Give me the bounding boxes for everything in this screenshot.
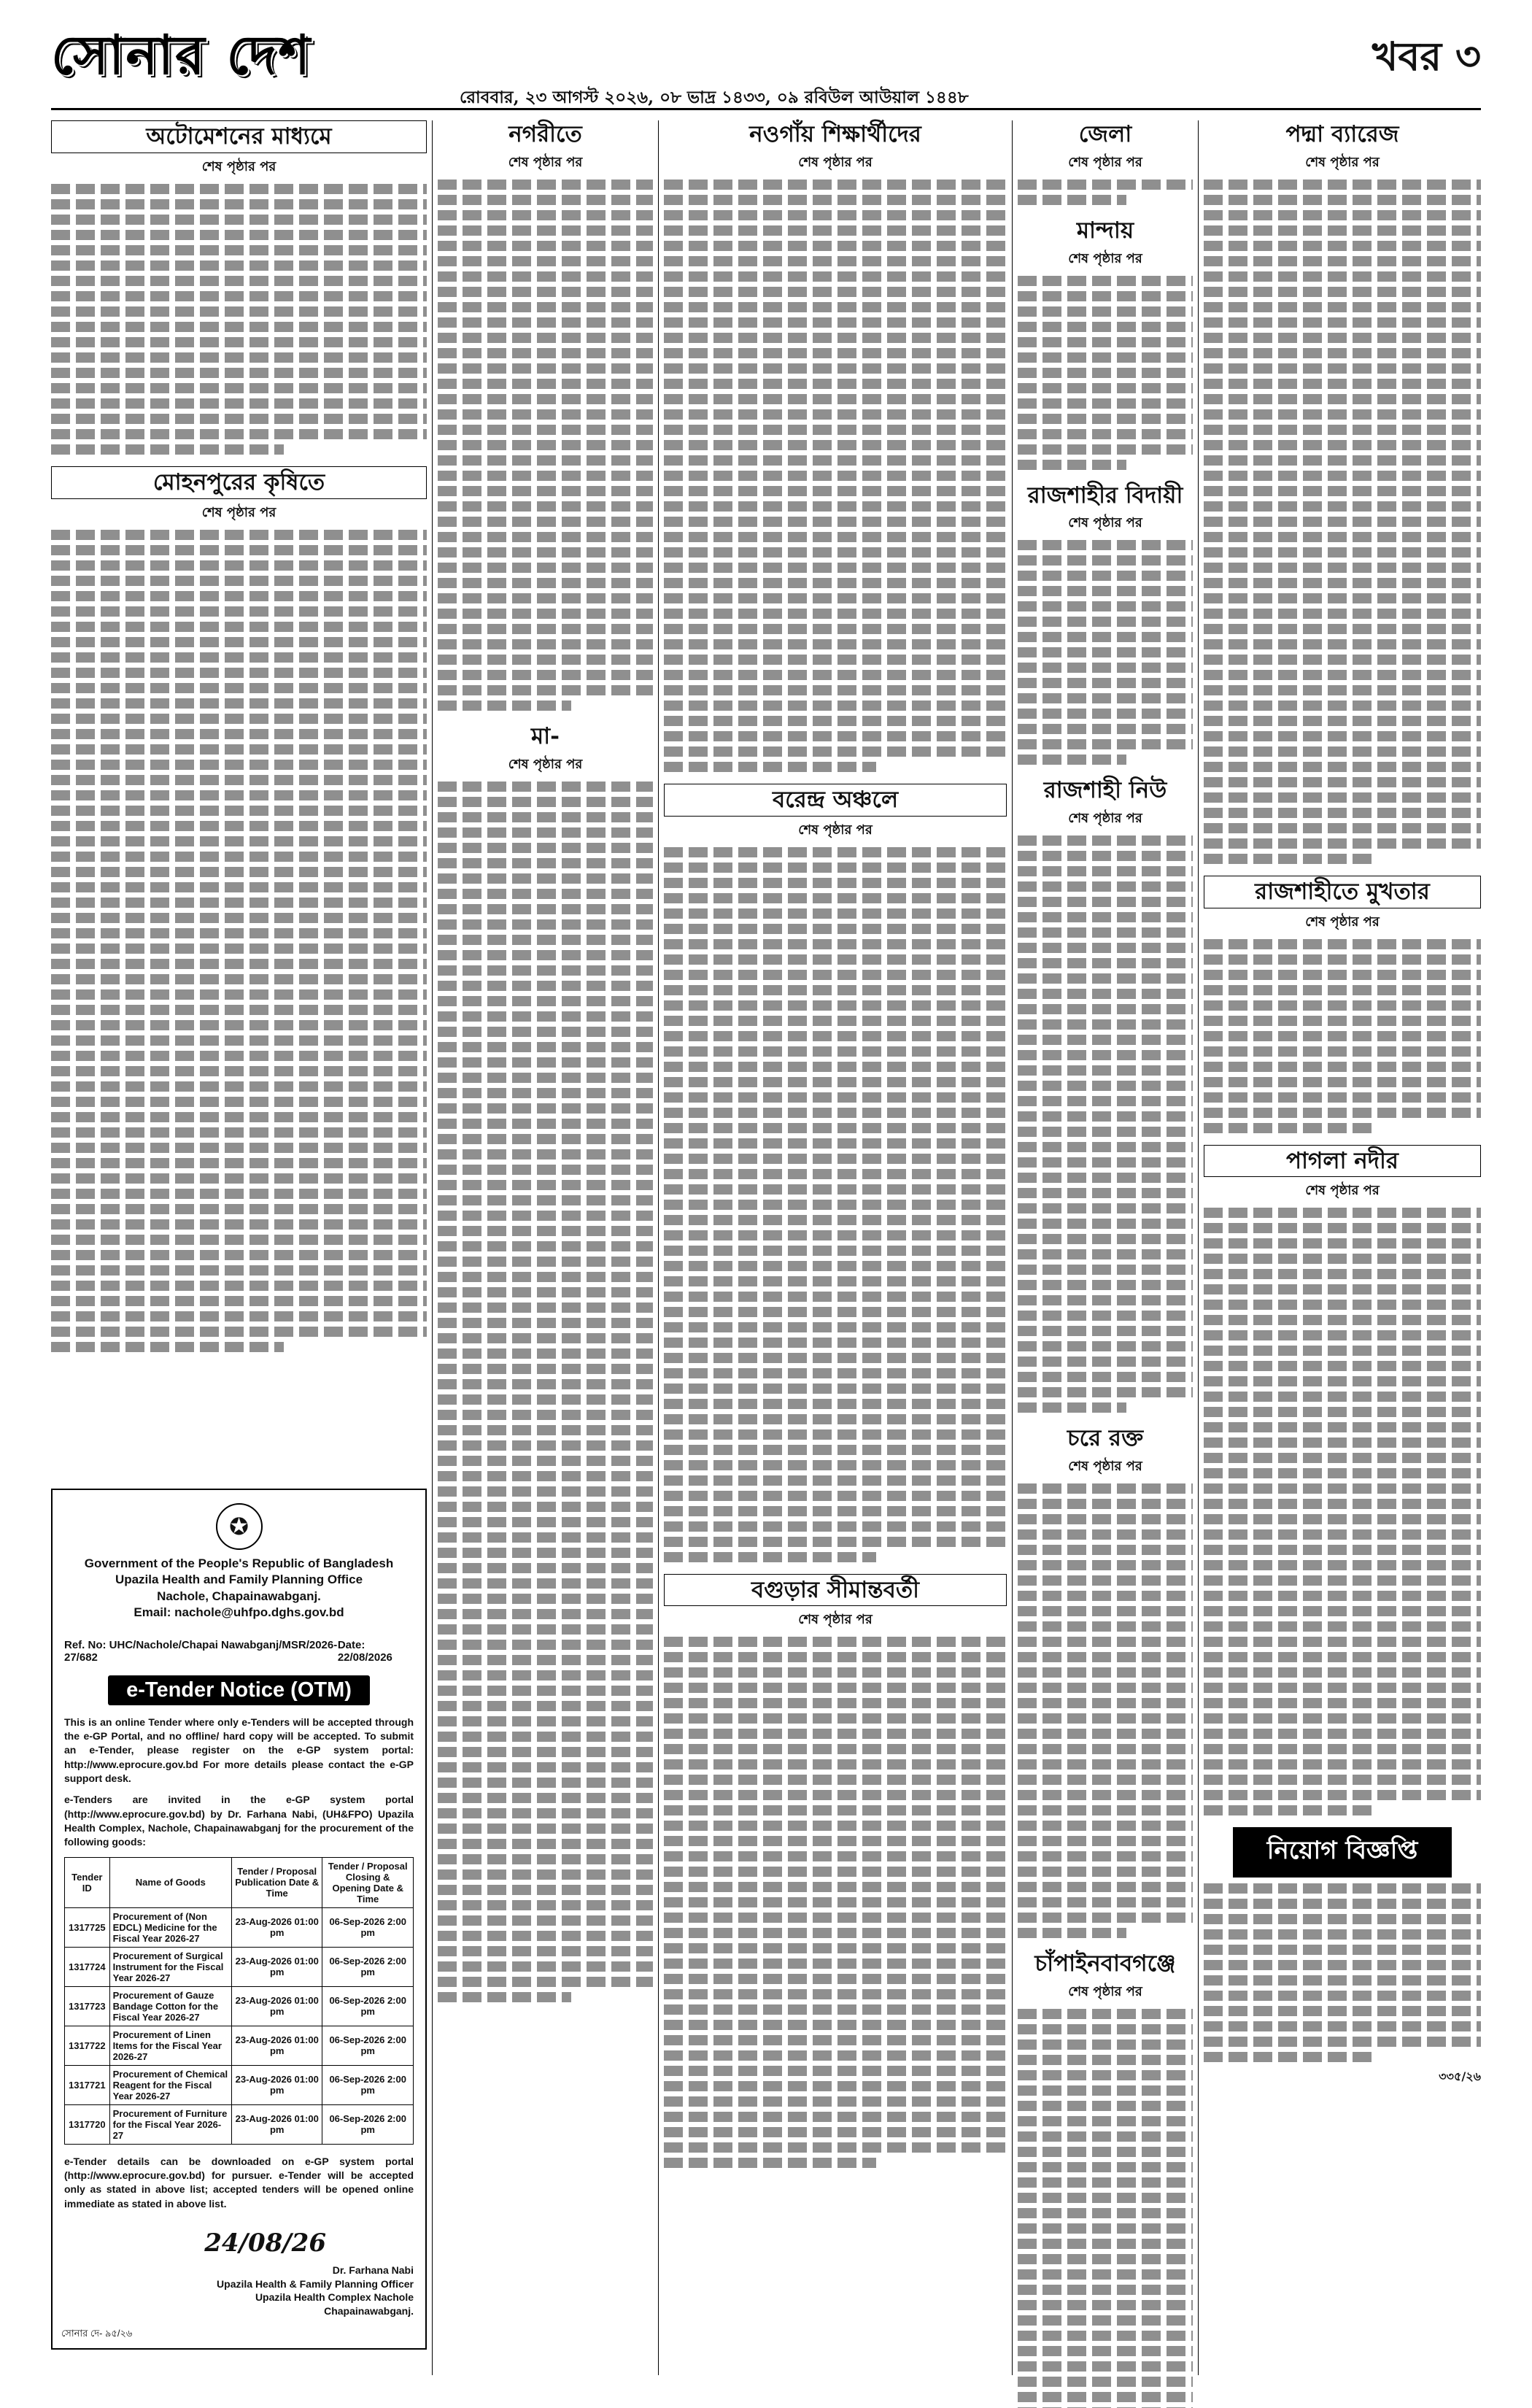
continued-label: শেষ পৃষ্ঠার পর (1068, 515, 1142, 531)
article-ma (438, 722, 653, 2002)
table-header-row (65, 1857, 414, 1907)
article-headline: মান্দায় (1076, 217, 1134, 244)
goods-name: Procurement of Linen Items for the Fiscal Year 2026-27 (109, 2026, 231, 2065)
article-padma (1204, 120, 1481, 864)
article-headline: রাজশাহীর বিদায়ী (1027, 482, 1183, 509)
tender-id: 1317723 (65, 1986, 110, 2026)
goods-name: Procurement of Surgical Instrument for the Fiscal Year 2026-27 (109, 1947, 231, 1986)
recruitment-body (1204, 1883, 1481, 2062)
article-headline: বগুড়ার সীমান্তবর্তী (664, 1574, 1007, 1607)
article-body (1018, 1483, 1193, 1938)
article-headline: চরে রক্ত (1067, 1425, 1144, 1451)
article-body (438, 180, 653, 711)
column-divider (658, 120, 659, 2375)
article-body (664, 847, 1007, 1562)
ad-code: সোনার দে- ৯৫/২৬ (61, 2328, 133, 2339)
column-header: Tender / Proposal Publication Date & Time (232, 1857, 322, 1907)
continued-label: শেষ পৃষ্ঠার পর (1068, 1983, 1142, 1999)
goods-name: Procurement of (Non EDCL) Medicine for the Fiscal Year 2026-27 (109, 1907, 231, 1947)
masthead (51, 15, 1481, 109)
article-body (1204, 1208, 1481, 1815)
notice-date: Date: 22/08/2026 (337, 1638, 392, 1664)
table-row (65, 2026, 414, 2065)
article-headline: পদ্মা ব্যারেজ (1285, 121, 1399, 147)
column-3 (664, 120, 1007, 2180)
article-body (438, 782, 653, 2002)
continued-label: শেষ পৃষ্ঠার পর (1305, 154, 1380, 170)
article-body (1018, 836, 1193, 1413)
newspaper-logo: সোনার দেশ (51, 24, 312, 87)
article-headline: নওগাঁয় শিক্ষার্থীদের (749, 121, 921, 147)
tender-id: 1317721 (65, 2065, 110, 2104)
tender-id: 1317722 (65, 2026, 110, 2065)
article-chapai (1018, 1950, 1193, 2408)
table-row (65, 2065, 414, 2104)
recruitment-title: নিয়োগ বিজ্ঞপ্তি (1233, 1827, 1452, 1878)
article-headline: রাজশাহী নিউ (1043, 777, 1167, 804)
article-body (1018, 540, 1193, 765)
continued-label: শেষ পৃষ্ঠার পর (201, 504, 276, 520)
closing-date: 06-Sep-2026 2:00 pm (322, 1986, 414, 2026)
table-row (65, 1947, 414, 1986)
column-divider (432, 120, 433, 2375)
org-line: Government of the People's Republic of Bangladesh (84, 1556, 394, 1570)
closing-date: 06-Sep-2026 2:00 pm (322, 2026, 414, 2065)
article-bogura (664, 1574, 1007, 2169)
closing-date: 06-Sep-2026 2:00 pm (322, 1907, 414, 1947)
article-mukhtar (1204, 876, 1481, 1133)
column-header: Tender / Proposal Closing & Opening Date & Time (322, 1857, 414, 1907)
article-mandoi (1018, 217, 1193, 470)
signer-office: Upazila Health Complex Nachole (255, 2291, 414, 2304)
column-1 (51, 120, 427, 1364)
article-body (51, 530, 427, 1352)
publication-date: 23-Aug-2026 01:00 pm (232, 1947, 322, 1986)
issuing-office (64, 1556, 414, 1621)
article-headline: নগরীতে (508, 121, 582, 147)
org-email: Email: nachole@uhfpo.dghs.gov.bd (134, 1605, 344, 1620)
continued-label: শেষ পৃষ্ঠার পর (1068, 154, 1142, 170)
article-body (1018, 276, 1193, 470)
recruitment-code: ৩৩৫/২৬ (1439, 2069, 1481, 2084)
continued-label: শেষ পৃষ্ঠার পর (798, 154, 873, 170)
article-headline: মোহনপুরের কৃষিতে (51, 466, 427, 499)
article-rajshahi-bidai (1018, 482, 1193, 765)
signer-district: Chapainawabganj. (324, 2305, 414, 2318)
article-headline: অটোমেশনের মাধ্যমে (51, 120, 427, 153)
tender-id: 1317725 (65, 1907, 110, 1947)
article-automation (51, 120, 427, 455)
closing-date: 06-Sep-2026 2:00 pm (322, 2065, 414, 2104)
table-row (65, 1986, 414, 2026)
continued-label: শেষ পৃষ্ঠার পর (508, 154, 583, 170)
reference-number: Ref. No: UHC/Nachole/Chapai Nawabganj/MSR/2026-27/682 (64, 1638, 338, 1664)
signer-name: Dr. Farhana Nabi (332, 2264, 414, 2276)
page-section-label: খবর ৩ (1372, 33, 1481, 80)
article-rajshahi-new (1018, 776, 1193, 1413)
article-barendra (664, 784, 1007, 1562)
article-body (1204, 180, 1481, 864)
signature-date: 24/08/26 (204, 2228, 326, 2258)
article-mohanpur (51, 466, 427, 1352)
continued-label: শেষ পৃষ্ঠার পর (1305, 914, 1380, 930)
continued-label: শেষ পৃষ্ঠার পর (1068, 811, 1142, 826)
article-body (664, 1637, 1007, 2168)
reference-row (64, 1639, 414, 1664)
continued-label: শেষ পৃষ্ঠার পর (798, 822, 873, 838)
continued-label: শেষ পৃষ্ঠার পর (1068, 250, 1142, 266)
goods-name: Procurement of Furniture for the Fiscal Year 2026-27 (109, 2104, 231, 2144)
continued-label: শেষ পৃষ্ঠার পর (1068, 1458, 1142, 1474)
publication-date: 23-Aug-2026 01:00 pm (232, 1986, 322, 2026)
article-headline: পাগলা নদীর (1204, 1145, 1481, 1178)
continued-label: শেষ পৃষ্ঠার পর (201, 158, 276, 174)
continued-label: শেষ পৃষ্ঠার পর (508, 756, 583, 772)
article-naogaon (664, 120, 1007, 772)
article-headline: রাজশাহীতে মুখতার (1204, 876, 1481, 908)
goods-name: Procurement of Gauze Bandage Cotton for the Fiscal Year 2026-27 (109, 1986, 231, 2026)
article-headline: বরেন্দ্র অঞ্চলে (664, 784, 1007, 817)
column-divider (1198, 120, 1199, 2375)
article-body (1018, 180, 1193, 205)
article-body (1204, 939, 1481, 1133)
signer-title: Upazila Health & Family Planning Officer (217, 2277, 414, 2290)
publication-date: 23-Aug-2026 01:00 pm (232, 2026, 322, 2065)
column-5 (1204, 120, 1481, 2099)
column-2 (438, 120, 653, 2014)
article-zila (1018, 120, 1193, 205)
table-row (65, 1907, 414, 1947)
article-headline: জেলা (1078, 121, 1132, 147)
tender-footer: e-Tender details can be downloaded on e-GP system portal (http://www.eprocure.gov.bd) for pursuer. e-Tender will be accepted only as stated in above list; accepted tenders will be opened online immediate as stated in above list. (64, 2155, 414, 2210)
article-body (664, 180, 1007, 772)
e-tender-notice (51, 1489, 427, 2350)
closing-date: 06-Sep-2026 2:00 pm (322, 1947, 414, 1986)
org-line: Upazila Health and Family Planning Office (115, 1572, 363, 1587)
government-seal-icon: ✪ (216, 1503, 263, 1550)
tender-title: e-Tender Notice (OTM) (108, 1675, 370, 1705)
publication-date: 23-Aug-2026 01:00 pm (232, 2065, 322, 2104)
tender-table (64, 1857, 414, 2145)
publication-date: 23-Aug-2026 01:00 pm (232, 1907, 322, 1947)
dateline: রোববার, ২৩ আগস্ট ২০২৬, ০৮ ভাদ্র ১৪৩৩, ০৯ রবিউল আউয়াল ১৪৪৮ (460, 88, 969, 107)
column-divider (1012, 120, 1013, 2375)
closing-date: 06-Sep-2026 2:00 pm (322, 2104, 414, 2144)
tender-intro: This is an online Tender where only e-Tenders will be accepted through the e-GP Portal, and no offline/ hard copy will be accepted. To submit an e-Tender, please register on the e-GP system portal: http://www.eprocure.gov.bd For more details please contact the e-GP support desk. (64, 1716, 414, 1784)
column-header: Tender ID (65, 1857, 110, 1907)
publication-date: 23-Aug-2026 01:00 pm (232, 2104, 322, 2144)
article-pagla (1204, 1145, 1481, 1816)
column-4 (1018, 120, 1193, 2408)
recruitment-notice (1204, 1827, 1481, 2087)
article-body (1018, 2009, 1193, 2408)
article-chor (1018, 1424, 1193, 1938)
tender-id: 1317724 (65, 1947, 110, 1986)
tender-invitation: e-Tenders are invited in the e-GP system portal (http://www.eprocure.gov.bd) by Dr. Farhana Nabi, (UH&FPO) Upazila Health Complex, Nachole, Chapainawabganj for the procurement of the following goods: (64, 1794, 414, 1848)
tender-id: 1317720 (65, 2104, 110, 2144)
article-body (51, 184, 427, 455)
signature-block (64, 2227, 414, 2318)
article-headline: চাঁপাইনবাবগঞ্জে (1034, 1950, 1176, 1977)
continued-label: শেষ পৃষ্ঠার পর (1305, 1183, 1380, 1199)
column-header: Name of Goods (109, 1857, 231, 1907)
table-row (65, 2104, 414, 2144)
goods-name: Procurement of Chemical Reagent for the Fiscal Year 2026-27 (109, 2065, 231, 2104)
masthead-rule (51, 108, 1481, 110)
article-headline: মা- (530, 722, 560, 749)
org-line: Nachole, Chapainawabganj. (157, 1589, 321, 1603)
continued-label: শেষ পৃষ্ঠার পর (798, 1612, 873, 1628)
article-nogorite (438, 120, 653, 711)
